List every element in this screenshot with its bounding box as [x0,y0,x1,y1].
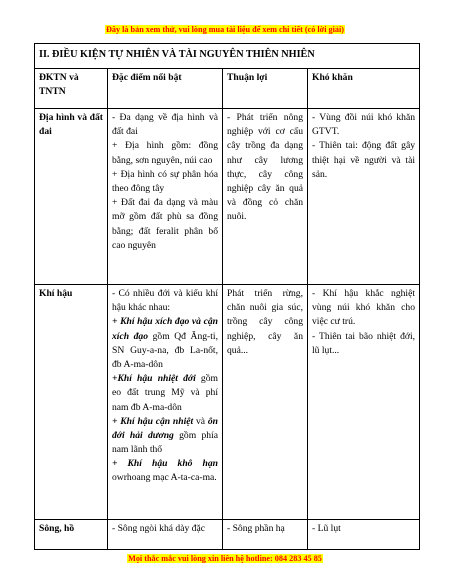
climate-type-name: ôn đới hải dương [112,415,218,441]
preview-notice-banner [0,25,450,34]
climate-type-desc: gồm Qđ Ăng-ti, SN Guy-a-na, đb La-nốt, đb A-ma-dôn [112,330,218,370]
header-advantages: Thuận lợi [223,69,308,109]
feature-line: + Địa hình gồm: đồng bằng, sơn nguyên, núi cao [112,140,218,166]
difficulty-line: - Thiên tai: động đất gây thiệt hại về người và tài sản. [312,140,416,180]
feature-line: - Có nhiều đới và kiểu khí hậu khác nhau: [112,288,218,314]
climate-type-desc: gồm eo đất trung Mỹ và phí nam đb A-ma-dôn [112,373,218,413]
climate-type-name: + Khí hậu cận nhiệt [112,415,194,427]
rivers-difficulties-cell: - Lũ lụt [308,520,420,550]
header-condition: ĐKTN và TNTN [35,69,108,109]
row-label-rivers: Sông, hồ [35,520,108,550]
climate-type-name: + Khí hậu khô hạn [112,458,218,470]
climate-type-equatorial [112,315,218,372]
climate-advantages-cell [223,285,308,520]
section-title: II. ĐIỀU KIỆN TỰ NHIÊN VÀ TÀI NGUYÊN THIÊN NHIÊN [35,44,420,69]
difficulty-line: - Vùng đồi núi khó khăn GTVT. [312,112,416,138]
header-features: Đặc điểm nổi bật [108,69,223,109]
climate-type-tropical [112,372,218,415]
rivers-advantages-cell: - Sông phần hạ [223,520,308,550]
header-difficulties: Khó khăn [308,69,420,109]
climate-type-desc: gồm phía nam lãnh thổ [112,429,218,456]
terrain-features-cell [108,109,223,285]
climate-type-name: +Khí hậu nhiệt đới [112,373,196,385]
table-row-rivers [35,520,420,550]
hotline-text: Mọi thắc mắc vui lòng xin liên hệ hotline: 084 283 45 85 [128,554,322,563]
preview-notice-text: Đây là bản xem thử, vui lòng mua tài liệu để xem chi tiết (có lời giải) [105,25,344,34]
feature-line: + Địa hình có sự phân hóa theo đông tây [112,168,218,194]
row-label-terrain: Địa hình và đất đai [35,109,108,285]
feature-line: - Đa dạng về địa hình và đất đai [112,112,218,138]
table-header-row [35,69,420,109]
advantage-line: Phát triển rừng, chăn nuôi gia súc, trồng cây công nghiệp, cây ăn quả... [227,288,303,356]
terrain-difficulties-cell [308,109,420,285]
climate-type-arid [112,457,218,485]
row-label-climate: Khí hậu [35,285,108,520]
terrain-advantages-cell [223,109,308,285]
climate-features-cell [108,285,223,520]
rivers-features-cell: - Sông ngòi khá dày đặc [108,520,223,550]
advantage-line: - Phát triển nông nghiệp với cơ cấu cây trồng đa dạng như cây lương thực, cây công nghiệp cây ăn quả và đồng cỏ chăn nuôi. [227,112,303,223]
feature-line: + Đất đai đa dạng và màu mỡ gồm đất phù sa đồng bằng; đất feralit phân bố cao nguyên [112,197,218,251]
natural-conditions-table [34,43,420,550]
climate-type-name: + Khí hậu xích đạo và cận xích đạo [112,316,218,342]
table-row-terrain [35,109,420,285]
climate-type-connector: và [193,415,208,427]
difficulty-line: - Thiên tai bão nhiệt đới, lũ lụt... [312,330,416,356]
climate-type-desc: owrhoang mạc A-ta-ca-ma. [112,472,217,484]
difficulty-line: - Khí hậu khắc nghiệt vùng núi khó khăn cho việc cư trú. [312,288,416,328]
climate-difficulties-cell [308,285,420,520]
table-row-climate [35,285,420,520]
hotline-banner [0,554,450,563]
climate-type-subtropical [112,415,218,458]
